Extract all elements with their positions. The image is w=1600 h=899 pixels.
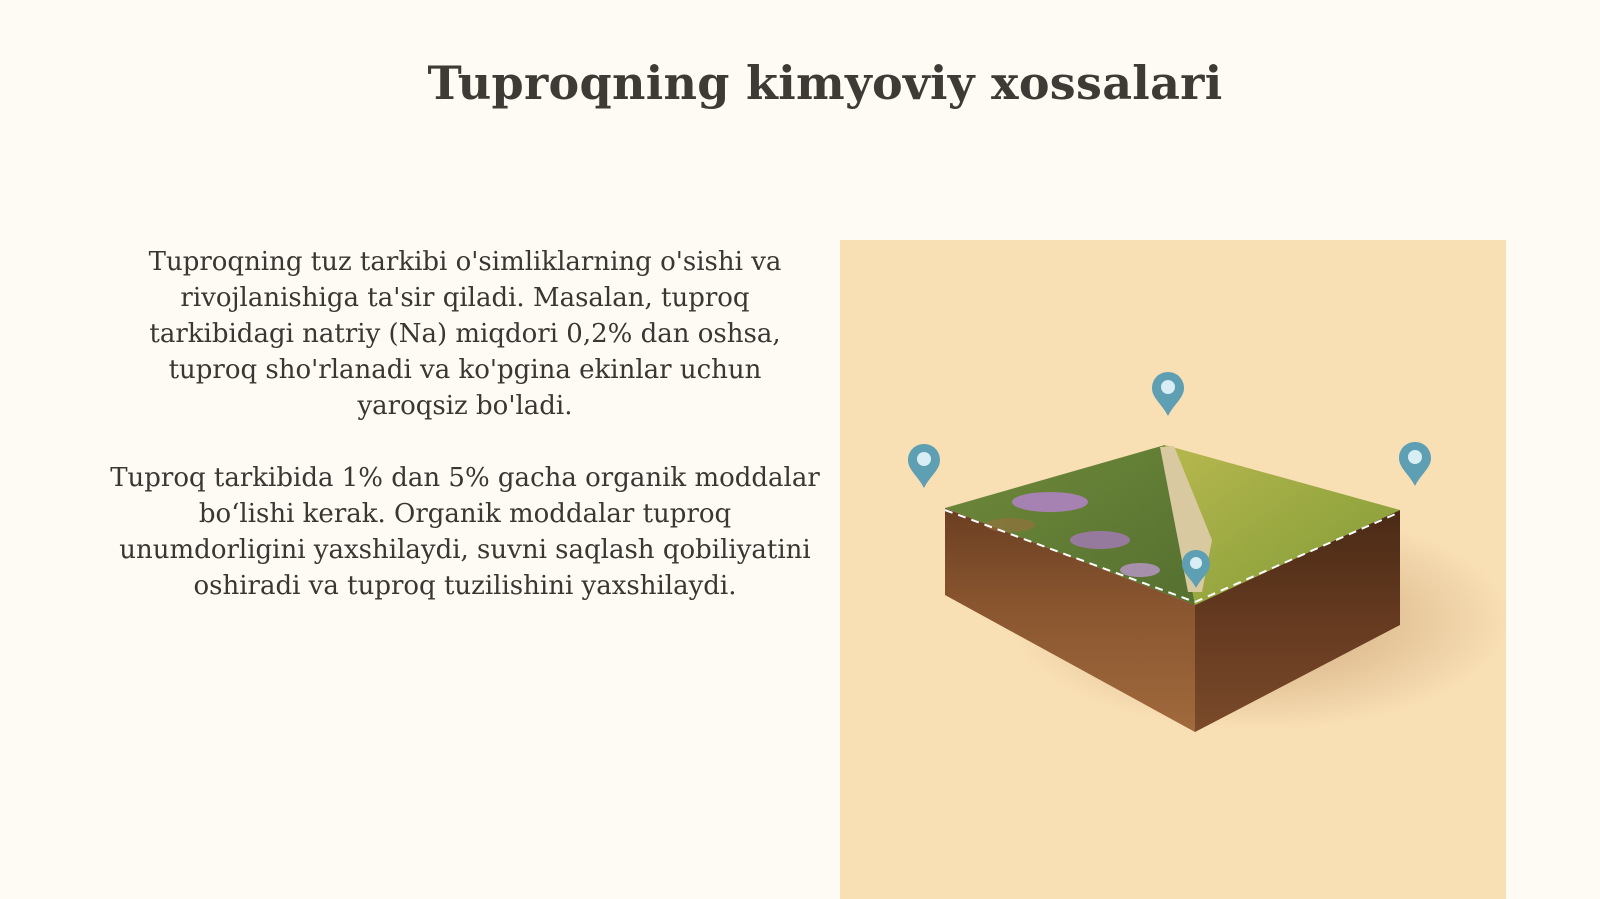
location-pin-icon <box>1399 442 1431 486</box>
soil-illustration-panel <box>840 240 1506 899</box>
soil-block-illustration <box>840 240 1506 899</box>
paragraph-salt-content: Tuproqning tuz tarkibi o'simliklarning o'sishi va rivojlanishiga ta'sir qiladi. Masalan, tuproq tarkibidagi natriy (Na) miqdori 0,2% dan oshsa, tuproq sho'rlanadi va ko'pgina ekinlar uchun yaroqsiz bo'ladi. <box>148 247 782 421</box>
location-pin-icon <box>1152 372 1184 416</box>
location-pin-icon <box>908 444 940 488</box>
paragraph-organic-matter: Tuproq tarkibida 1% dan 5% gacha organik moddalar bo‘lishi kerak. Organik moddalar tuproq unumdorligini yaxshilaydi, suvni saqlash qobiliyatini oshiradi va tuproq tuzilishini yaxshilaydi. <box>110 463 820 601</box>
body-text <box>110 244 820 640</box>
slide-title: Tuproqning kimyoviy xossalari <box>427 56 1223 110</box>
